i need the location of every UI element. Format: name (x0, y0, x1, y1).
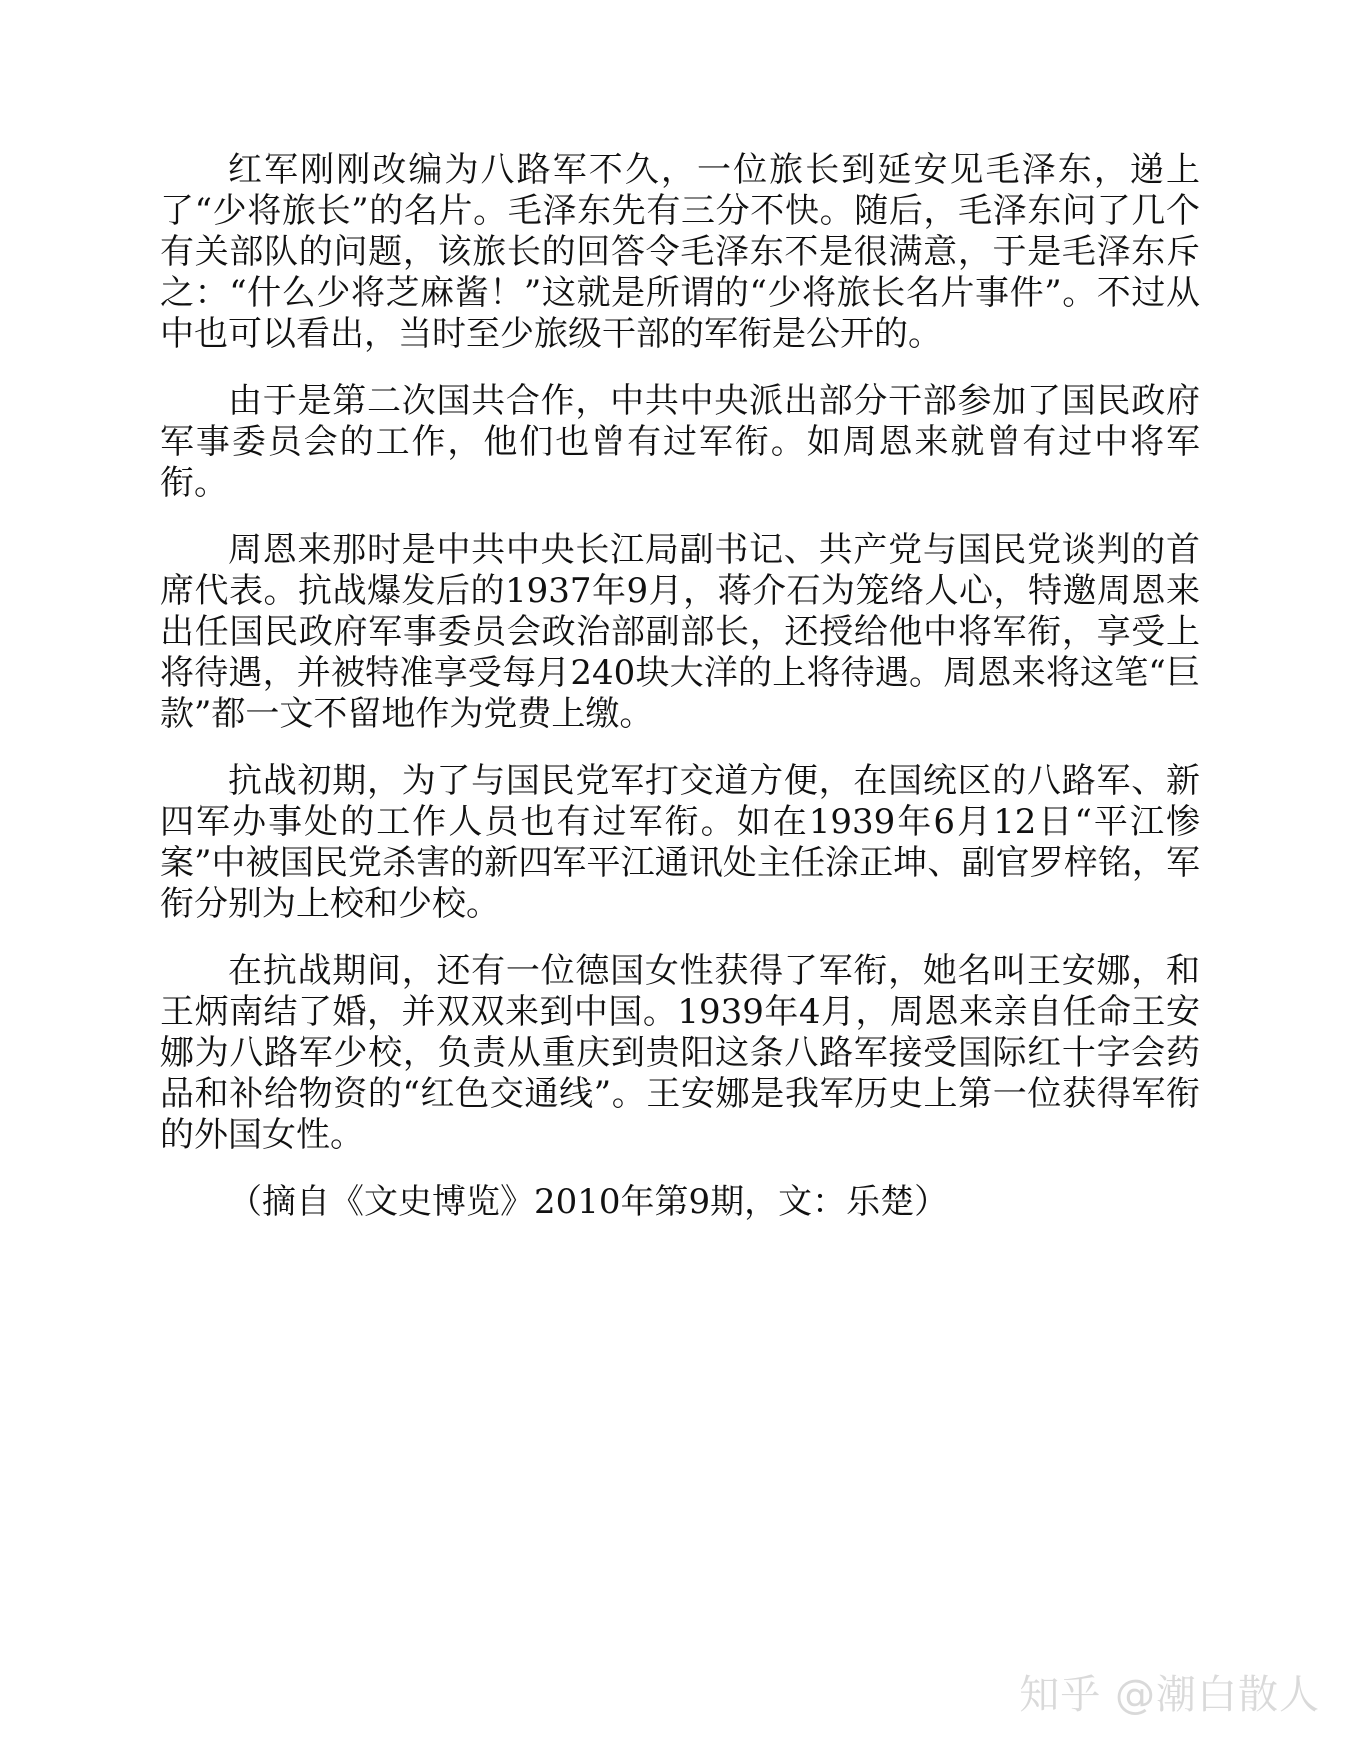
paragraph-4: 抗战初期，为了与国民党军打交道方便，在国统区的八路军、新四军办事处的工作人员也有过军衔。如在1939年6月12日“平江惨案”中被国民党杀害的新四军平江通讯处主任涂正坤、副官罗梓铭，军衔分别为上校和少校。 (160, 761, 1200, 924)
paragraph-3: 周恩来那时是中共中央长江局副书记、共产党与国民党谈判的首席代表。抗战爆发后的1937年9月，蒋介石为笼络人心，特邀周恩来出任国民政府军事委员会政治部副部长，还授给他中将军衔，享受上将待遇，并被特准享受每月240块大洋的上将待遇。周恩来将这笔“巨款”都一文不留地作为党费上缴。 (160, 530, 1200, 734)
paragraph-2: 由于是第二次国共合作，中共中央派出部分干部参加了国民政府军事委员会的工作，他们也曾有过军衔。如周恩来就曾有过中将军衔。 (160, 381, 1200, 503)
paragraph-5: 在抗战期间，还有一位德国女性获得了军衔，她名叫王安娜，和王炳南结了婚，并双双来到中国。1939年4月，周恩来亲自任命王安娜为八路军少校，负责从重庆到贵阳这条八路军接受国际红十字会药品和补给物资的“红色交通线”。王安娜是我军历史上第一位获得军衔的外国女性。 (160, 951, 1200, 1155)
zhihu-watermark: 知乎 @潮白散人 (1019, 1672, 1320, 1718)
document-body (160, 150, 1200, 1249)
paragraph-1: 红军刚刚改编为八路军不久，一位旅长到延安见毛泽东，递上了“少将旅长”的名片。毛泽东先有三分不快。随后，毛泽东问了几个有关部队的问题，该旅长的回答令毛泽东不是很满意，于是毛泽东斥之：“什么少将芝麻酱！”这就是所谓的“少将旅长名片事件”。不过从中也可以看出，当时至少旅级干部的军衔是公开的。 (160, 150, 1200, 354)
source-citation: （摘自《文史博览》2010年第9期，文：乐楚） (228, 1182, 949, 1222)
